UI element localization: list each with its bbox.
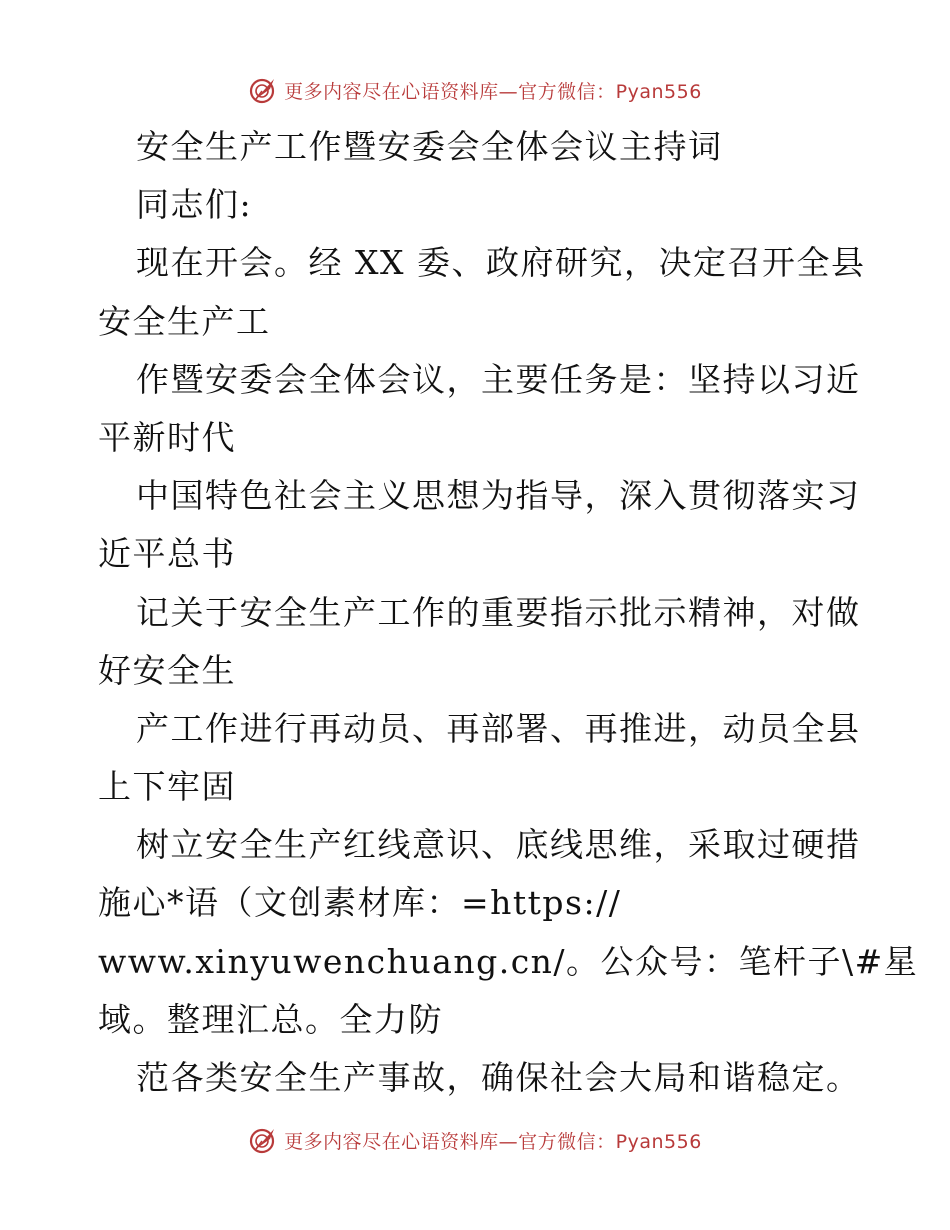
watermark-text: 更多内容尽在心语资料库—官方微信：Pyan556: [284, 80, 702, 103]
text-line: 施心*语（文创素材库：=https://: [98, 883, 622, 923]
document-body: [98, 118, 919, 1107]
quill-logo-icon: [248, 1125, 278, 1155]
text-line: 近平总书: [98, 534, 236, 574]
text-line: 中国特色社会主义思想为指导，深入贯彻落实习: [136, 476, 861, 516]
text-line: 现在开会。经 XX 委、政府研究，决定召开全县: [136, 243, 866, 283]
text-line: 上下牢固: [98, 767, 236, 807]
text-line: 同志们:: [136, 185, 253, 225]
text-line: 树立安全生产红线意识、底线思维，采取过硬措: [136, 825, 861, 865]
text-line: 安全生产工作暨安委会全体会议主持词: [136, 127, 723, 166]
text-line: 平新时代: [98, 417, 236, 457]
text-line: 作暨安委会全体会议，主要任务是：坚持以习近: [136, 359, 861, 399]
watermark-text: 更多内容尽在心语资料库—官方微信：Pyan556: [284, 1130, 702, 1153]
header-watermark: [0, 70, 950, 110]
text-line: www.xinyuwenchuang.cn/。公众号：笔杆子\#星: [98, 941, 919, 981]
footer-watermark: [0, 1120, 950, 1160]
text-line: 产工作进行再动员、再部署、再推进，动员全县: [136, 708, 861, 748]
text-line: 域。整理汇总。全力防: [98, 999, 443, 1039]
text-line: 范各类安全生产事故，确保社会大局和谐稳定。: [136, 1058, 861, 1097]
quill-logo-icon: [248, 75, 278, 105]
text-line: 记关于安全生产工作的重要指示批示精神，对做: [136, 592, 861, 632]
text-line: 安全生产工: [98, 301, 271, 341]
text-line: 好安全生: [98, 650, 236, 690]
